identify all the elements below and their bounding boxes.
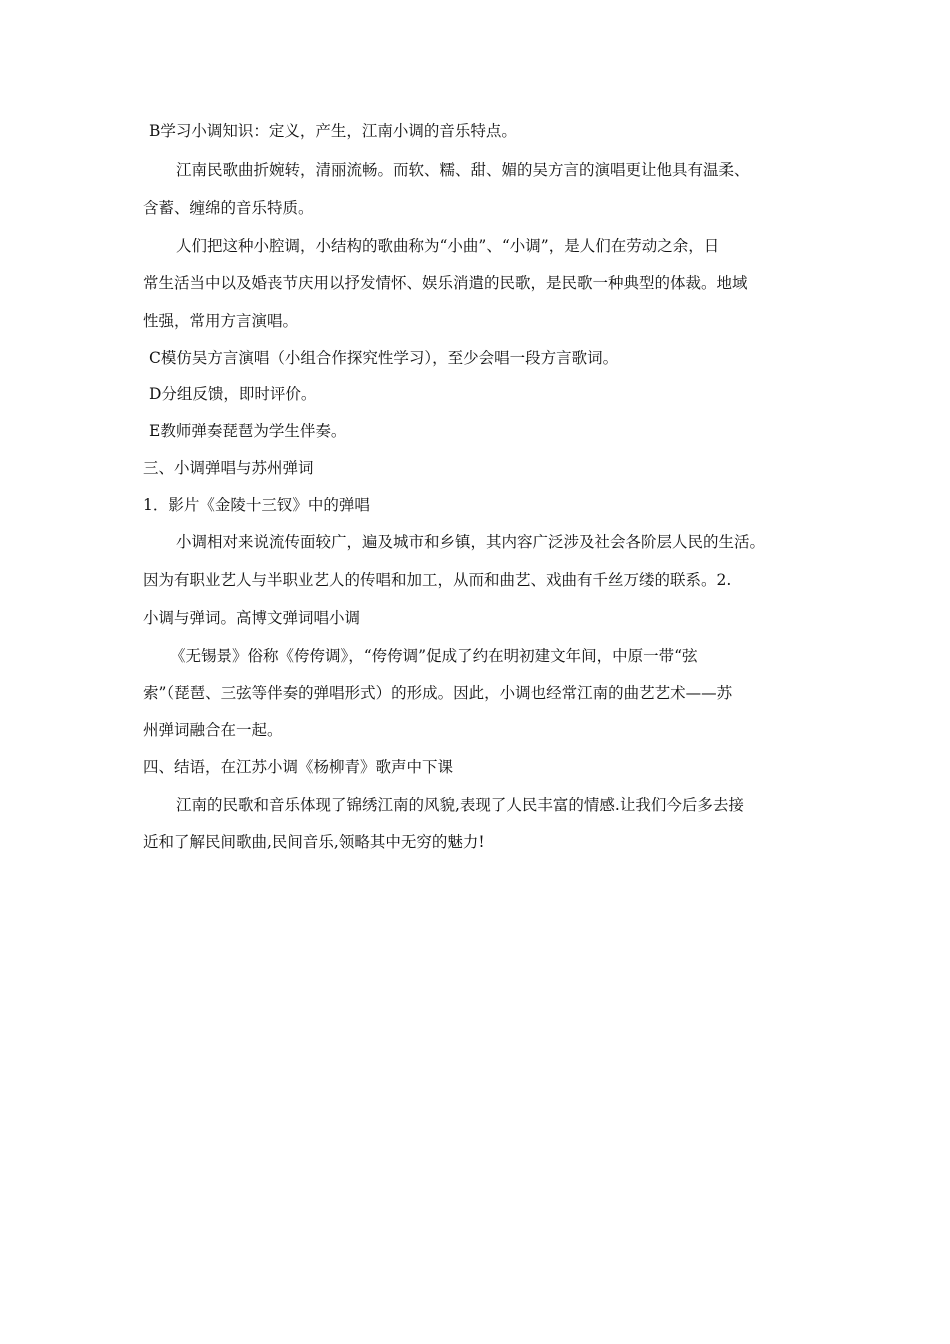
- text-line-19: 江南的民歌和音乐体现了锦绣江南的风貌,表现了人民丰富的情感.让我们今后多去接: [176, 796, 744, 814]
- text-line-6: 性强，常用方言演唱。: [143, 312, 299, 330]
- subheading-1: 1．影片《金陵十三钗》中的弹唱: [143, 496, 370, 514]
- text-line-2: 江南民歌曲折婉转，清丽流畅。而软、糯、甜、媚的吴方言的演唱更让他具有温柔、: [176, 161, 750, 179]
- text-line-5: 常生活当中以及婚丧节庆用以抒发情怀、娱乐消遣的民歌，是民歌一种典型的体裁。地域: [143, 274, 748, 292]
- text-line-16: 索”（琵琶、三弦等伴奏的弹唱形式）的形成。因此，小调也经常江南的曲艺艺术——苏: [143, 684, 733, 702]
- text-line-12: 小调相对来说流传面较广，遍及城市和乡镇，其内容广泛涉及社会各阶层人民的生活。: [176, 533, 766, 551]
- text-line-20: 近和了解民间歌曲,民间音乐,领略其中无穷的魅力!: [143, 833, 485, 851]
- text-line-3: 含蓄、缠绵的音乐特质。: [143, 199, 314, 217]
- text-line-8: D分组反馈，即时评价。: [149, 385, 317, 403]
- text-line-15: 《无锡景》俗称《侉侉调》，“侉侉调”促成了约在明初建文年间，中原一带“弦: [170, 647, 698, 665]
- text-line-7: C模仿吴方言演唱（小组合作探究性学习），至少会唱一段方言歌词。: [149, 349, 619, 367]
- section-heading-4: 四、结语，在江苏小调《杨柳青》歌声中下课: [143, 758, 454, 776]
- text-line-17: 州弹词融合在一起。: [143, 721, 283, 739]
- text-line-4: 人们把这种小腔调，小结构的歌曲称为“小曲”、“小调”，是人们在劳动之余，日: [176, 237, 720, 255]
- text-line-9: E教师弹奏琵琶为学生伴奏。: [149, 422, 347, 440]
- section-heading-3: 三、小调弹唱与苏州弹词: [143, 459, 314, 477]
- text-line-1: B学习小调知识：定义，产生，江南小调的音乐特点。: [149, 122, 517, 140]
- text-line-13: 因为有职业艺人与半职业艺人的传唱和加工，从而和曲艺、戏曲有千丝万缕的联系。2.: [143, 571, 732, 589]
- text-line-14: 小调与弹词。高博文弹词唱小调: [143, 609, 361, 627]
